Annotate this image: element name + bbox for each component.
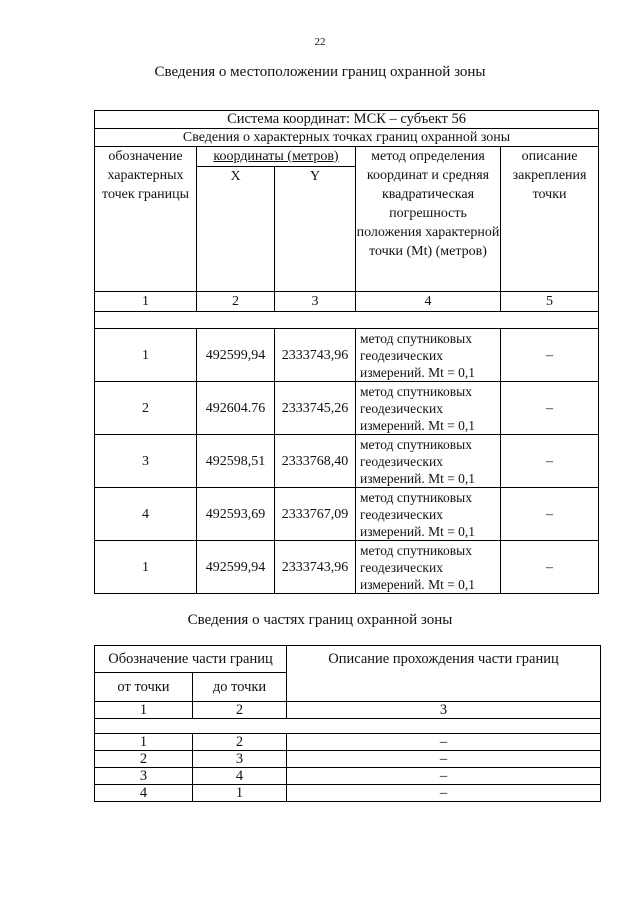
- y-value: 2333745,26: [275, 382, 356, 435]
- from-point: 3: [95, 768, 193, 785]
- coordinate-system-header: Система координат: МСК – субъект 56: [95, 111, 599, 129]
- from-point-header: от точки: [95, 673, 193, 702]
- separator-row: [95, 719, 601, 734]
- col-number-2: 2: [197, 292, 275, 312]
- point-label: 1: [95, 329, 197, 382]
- fixing-desc: –: [501, 541, 599, 594]
- table-row: [95, 488, 599, 541]
- x-value: 492604.76: [197, 382, 275, 435]
- col-number-4: 4: [356, 292, 501, 312]
- x-value: 492598,51: [197, 435, 275, 488]
- col-number-3: 3: [287, 702, 601, 719]
- table-row: [95, 382, 599, 435]
- part-description-header: Описание прохождения части границ: [287, 646, 601, 702]
- to-point: 2: [193, 734, 287, 751]
- boundary-parts-table: [94, 645, 601, 802]
- x-value: 492599,94: [197, 329, 275, 382]
- part-desc: –: [287, 751, 601, 768]
- section-title-parts: Сведения о частях границ охранной зоны: [187, 612, 453, 628]
- col-number-1: 1: [95, 292, 197, 312]
- points-subtitle-header: Сведения о характерных точках границ охранной зоны: [95, 129, 599, 147]
- to-point-header: до точки: [193, 673, 287, 702]
- method-text: метод спутниковых геодезических измерений. Mt = 0,1: [356, 435, 501, 488]
- part-desc: –: [287, 785, 601, 802]
- point-label: 3: [95, 435, 197, 488]
- fixing-desc: –: [501, 488, 599, 541]
- y-value: 2333768,40: [275, 435, 356, 488]
- page-number: 22: [314, 36, 326, 48]
- part-designation-header: Обозначение части границ: [95, 646, 287, 673]
- point-label: 2: [95, 382, 197, 435]
- table-row: [95, 541, 599, 594]
- x-value: 492599,94: [197, 541, 275, 594]
- method-text: метод спутниковых геодезических измерений. Mt = 0,1: [356, 382, 501, 435]
- from-point: 1: [95, 734, 193, 751]
- part-desc: –: [287, 768, 601, 785]
- table-row: [95, 751, 601, 768]
- method-text: метод спутниковых геодезических измерений. Mt = 0,1: [356, 488, 501, 541]
- coordinates-header-text: координаты (метров): [213, 149, 339, 164]
- to-point: 1: [193, 785, 287, 802]
- method-text: метод спутниковых геодезических измерений. Mt = 0,1: [356, 329, 501, 382]
- separator-row: [95, 312, 599, 329]
- point-label: 4: [95, 488, 197, 541]
- y-value: 2333743,96: [275, 329, 356, 382]
- col-coordinates-header: [197, 147, 356, 167]
- col-fixing-desc-header: описание закрепления точки: [501, 147, 599, 292]
- col-number-1: 1: [95, 702, 193, 719]
- table-row: [95, 785, 601, 802]
- col-x-header: X: [197, 167, 275, 292]
- section-title-location: Сведения о местоположении границ охранной зоны: [154, 64, 486, 80]
- part-desc: –: [287, 734, 601, 751]
- col-number-3: 3: [275, 292, 356, 312]
- table-row: [95, 435, 599, 488]
- to-point: 4: [193, 768, 287, 785]
- point-label: 1: [95, 541, 197, 594]
- y-value: 2333743,96: [275, 541, 356, 594]
- col-y-header: Y: [275, 167, 356, 292]
- table-row: [95, 768, 601, 785]
- fixing-desc: –: [501, 382, 599, 435]
- from-point: 4: [95, 785, 193, 802]
- col-method-header: метод определения координат и средняя квадратическая погрешность положения характерной точки (Mt) (метров): [356, 147, 501, 292]
- table-row: [95, 734, 601, 751]
- col-point-label-header: обозначение характерных точек границы: [95, 147, 197, 292]
- to-point: 3: [193, 751, 287, 768]
- fixing-desc: –: [501, 329, 599, 382]
- x-value: 492593,69: [197, 488, 275, 541]
- from-point: 2: [95, 751, 193, 768]
- col-number-5: 5: [501, 292, 599, 312]
- table-row: [95, 329, 599, 382]
- y-value: 2333767,09: [275, 488, 356, 541]
- method-text: метод спутниковых геодезических измерений. Mt = 0,1: [356, 541, 501, 594]
- fixing-desc: –: [501, 435, 599, 488]
- characteristic-points-table: [94, 110, 599, 594]
- col-number-2: 2: [193, 702, 287, 719]
